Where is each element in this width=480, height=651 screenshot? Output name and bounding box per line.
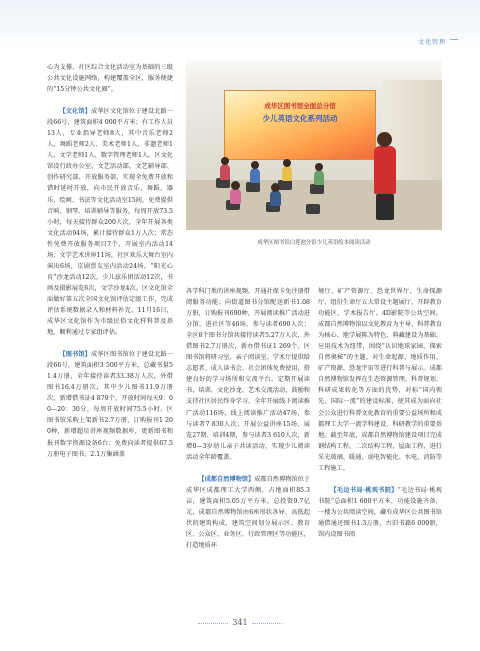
text-column-1 xyxy=(47,62,173,460)
child-head xyxy=(221,157,229,165)
section-tag: 【成都自然博物馆】 xyxy=(198,475,255,483)
section-library xyxy=(47,349,173,459)
banner-line-2: 少儿英语文化系列活动 xyxy=(262,114,338,123)
section-tag: 【图书馆】 xyxy=(59,351,91,359)
presenter-figure xyxy=(374,146,396,194)
section-natural-museum xyxy=(186,474,310,551)
photo-caption: 成华区图书馆白莲池分馆少儿英语绘本阅读活动 xyxy=(257,240,371,246)
paragraph: 境厅、矿产资源厅、恐龙世界厅、生命探源厅、组份生命厅五大常设主题展厅，开辟教育功能区、学术报告厅、4D影院等公共空间。成都自然博物馆以文化教育为主导、科普教育为核心、地学展陈为特色、典藏建设为基础、应用技术为纽带，围绕“认识地球家园，探索自然奥秘”的主题，对生命起源、地质作用、矿产资源、恐龙宇宙等进行科普与展示。成都自然博物馆发挥在生态资源管理、科普规划、科研成果转化等方面的优势，对标“国内领先、国际一流”的建设标准，使其成为面向社会公众进行科普文化教育的重要公益场所和成都理工大学一流学科建设、科研教学的重要基地。截至年底，成都自然博物馆建设项目完成钢结构工程、二次结构工程，屋面工程，进行采光玻璃、暖通、弱电智能化、水电、消防等工程施工。 xyxy=(318,288,442,472)
header-rule xyxy=(450,39,458,43)
chair xyxy=(306,204,320,214)
child-head xyxy=(315,163,323,171)
section-tag: 【文化馆】 xyxy=(59,108,91,116)
chair xyxy=(278,180,292,190)
header-band xyxy=(0,0,480,52)
presenter-legs xyxy=(376,194,394,220)
child-figure xyxy=(230,188,241,204)
section-body: 成华区文化馆位于建设北路一段66号，建筑面积4 000平方米；有工作人员13人，专业指导老师8人，其中音乐老师2人、舞蹈老师2人、美术老师1人、非遗老师1人、文学老师1人、数字管理老师1人。区文化馆设行政办公室、文艺活动部、文艺辅导部、创作研究部、开放服务部，实现全免费开放和错时延时开放，向市民开放音乐、舞蹈、器乐、绘画、书法等文化活动室15间，免费提供音响、钢琴、培训辅导等服务，每周开放73.5小时，每天接待群众200人次，全年开展各类文化活动94场，累计接待群众1万人次；常态性免费开放服务项目7个，开展室内活动14场，文学艺术讲座11场，社区欢乐大舞台室内演出6场，京剧票友室内活动24场，“阳光心育”沙龙活动12次，少儿兹乐团活动12次，书画及摄影展览6次，文学沙龙4次。区文化馆全面做好第五次全国文化馆评估定级工作，完成评估系统数据录入和材料补充。11月16日，成华区文化馆作为市级民俗文化样科普及基地，顺利通过专家组评估。 xyxy=(47,108,174,337)
paragraph: 各学科门类的讲座视频，开通社保卡免注册借阅服务功能；向街道图书分馆配送新书1.08万册，订购报刊690种，开展阅读推广活动进分馆，进社区等46场，参与读者690人次；全区8个图书分馆共接待读者5.27万人次，外借图书2.7万册次，新办借书证1 269个。区图书馆将研习室、亲子阅读室、学术厅提供给志愿者、成人读书会、社会团体免费使用，搭建良好的学习场所和交流平台。定期开展读书、培训、文化沙龙、艺术交流活动，鼓励和支持社区居民终身学习，全年开展线下阅读推广活动116场，线上阅读推广活动47场，参与读者7 830人次；开展公益讲座15场、展览27期、培训4期，参与读者3 610人次，新增0—3岁幼儿亲子共读活动，实现少儿阅读活动全年龄覆盖。 xyxy=(186,288,310,461)
child-figure xyxy=(282,166,292,181)
chair xyxy=(246,182,260,192)
chair xyxy=(310,184,324,194)
section-body: 成都自然博物馆位于成华区成都理工大学西侧，占地面积85.3亩，建筑面积5.05万平方米，总投资9.7亿元，成都自然博物馆由6座形状各异、高低起伏的建筑构成，建筑空间划分展示区、教育区、公众区、业务区、行政管理区等功能区，打造地质环 xyxy=(186,475,311,550)
child-figure xyxy=(314,170,324,185)
text-column-2 xyxy=(186,286,310,551)
section-body: 成华区图书馆位于建设北路一段66号，建筑面积3 500平方米，总藏书量51.4万册，全年接待读者33.38万人次，外借图书16.4万册次，其中少儿图书11.9万册次，新增借书证4 879个，开放时间每天9：00—20：30分，每周开放时间75.5小时。区图书馆采购上架新书2.7万册，订购报刊1 200种，新增超星讲座视频数据库，更新图书和报刊数字资源设备6台；免费向读者提供67.5万册电子图书，2.1万集涵盖 xyxy=(47,351,174,458)
paragraph: 心为支撑、社区综合文化活动室为基础的三级公共文化设施网络，构建覆盖全区、服务便捷的“15分钟公共文化圈”。 xyxy=(47,64,173,94)
child-head xyxy=(283,159,291,167)
presenter-head xyxy=(377,132,392,147)
section-body: “毛边书局·桃观书院”总面积1 600平方米，功能设施齐备，一楼为公共阅读空间，藏有成华区公共图书馆通借通还图书1.3万册，古旧书籍6 000册，馆内设图书阅 xyxy=(318,486,442,538)
child-figure xyxy=(250,168,260,183)
child-figure xyxy=(270,190,281,206)
event-photo xyxy=(186,60,442,230)
section-label: 文化管理 xyxy=(417,39,446,46)
section-culture-center xyxy=(47,106,173,338)
banner-line-1: 成华区图书馆全面总分馆 xyxy=(264,102,336,110)
section-bookstore xyxy=(318,485,442,540)
page-number: 341 xyxy=(232,618,248,627)
child-head xyxy=(251,161,259,169)
section-tag: 【毛边书局·桃观书院】 xyxy=(330,486,398,494)
text-column-3 xyxy=(318,286,442,540)
page-number-rule-right xyxy=(252,623,282,624)
child-figure xyxy=(220,164,230,180)
child-head xyxy=(271,183,280,192)
child-head xyxy=(231,181,240,190)
photo-banner xyxy=(224,90,376,160)
